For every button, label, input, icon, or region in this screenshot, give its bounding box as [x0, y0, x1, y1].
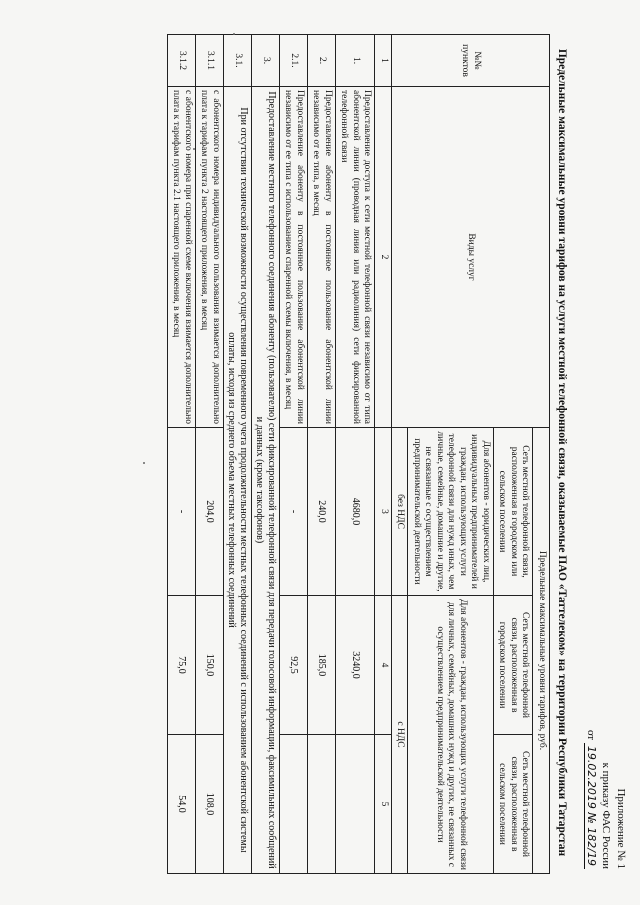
- order-date-number: 19.02.2019 № 182/19: [584, 743, 598, 869]
- row-value-b-rural: [308, 735, 336, 874]
- col-tariff-header: Предельные максимальные уровни тарифов, руб.: [533, 428, 550, 874]
- section-3-1-text: При отсутствии технической возможности осуществления повременного учета продолжительности местных телефонных соединений с использованием абонентской системы оплаты, исходя из среднего объема местных телефонных соединений: [224, 87, 252, 874]
- col-index: 4: [375, 596, 392, 735]
- col-num-header: №№ пунктов: [392, 35, 550, 87]
- document-title: Предельные максимальные уровни тарифов на услуги местной телефонной связи, оказываемые ПАО «Таттелеком» на территории Республики Татарстан: [556, 48, 568, 857]
- vat-incl-label: с НДС: [392, 596, 409, 874]
- row-value-a: 240,0: [308, 428, 336, 596]
- document-header: [584, 730, 628, 869]
- row-number: 3.1.: [224, 35, 252, 87]
- table-row: [196, 35, 224, 874]
- col-index: 5: [375, 735, 392, 874]
- col-index: 1: [375, 35, 392, 87]
- row-value-a: 204,0: [196, 428, 224, 596]
- header-row-1: [533, 35, 550, 874]
- row-value-b-city: 75,0: [168, 596, 196, 735]
- col-net-b-city-header: Сеть местной телефонной связи, расположенная в городском поселении: [494, 596, 534, 735]
- row-service: с абонентского номера при спаренной схеме включения взимается дополнительно плата к тарифам пункта 2.1 настоящего приложения, в месяц: [168, 87, 196, 428]
- col-service-header: Виды услуг: [392, 87, 550, 428]
- row-number: 3.: [252, 35, 280, 87]
- order-date-prefix: от: [585, 729, 597, 741]
- row-number: 2.: [308, 35, 336, 87]
- col-group-a-header: Для абонентов - юридических лиц, индивидуальных предпринимателей и граждан, использующих услуги телефонной связи для нужд иных, чем личные, семейные, домашние и другие, не связанные с осуществлением предпринимательской деятельности: [408, 428, 494, 596]
- row-number: 3.1.1: [196, 35, 224, 87]
- col-group-b-header: Для абонентов - граждан, использующих услуги телефонной связи для личных, семейных, домашних нужд и других, не связанных с осуществлением предпринимательской деятельности: [408, 596, 494, 874]
- row-value-b-rural: 108,0: [196, 735, 224, 874]
- section-3-text: Предоставление местного телефонного соединения абоненту (пользователю) сети фиксированной телефонной связи для передачи голосовой информации, факсимильных сообщений и данных (кроме таксофонов): [252, 87, 280, 874]
- row-value-a: -: [280, 428, 308, 596]
- col-net-a-header: Сеть местной телефонной связи, расположенная в городском или сельском поселении: [494, 428, 534, 596]
- col-net-b-rural-header: Сеть местной телефонной связи, расположенная в сельском поселении: [494, 735, 534, 874]
- row-service: с абонентского номера индивидуального пользования взимается дополнительно плата к тарифам пункта 2 настоящего приложения, в месяц: [196, 87, 224, 428]
- order-date-line: [584, 730, 598, 869]
- row-value-b-city: 150,0: [196, 596, 224, 735]
- row-value-b-city: 3240,0: [336, 596, 376, 735]
- col-index: 2: [375, 87, 392, 428]
- row-value-b-city: 185,0: [308, 596, 336, 735]
- table-row: [280, 35, 308, 874]
- col-index: 3: [375, 428, 392, 596]
- scan-speck: [233, 33, 235, 35]
- row-value-b-city: 92,5: [280, 596, 308, 735]
- table-row: [336, 35, 376, 874]
- table-row: [168, 35, 196, 874]
- row-number: 1.: [336, 35, 376, 87]
- annex-label: Приложение № 1: [615, 788, 627, 869]
- scan-speck: [143, 462, 145, 464]
- row-value-b-rural: [280, 735, 308, 874]
- tariff-table: [167, 34, 550, 874]
- row-value-b-rural: [336, 735, 376, 874]
- row-value-a: 4680,0: [336, 428, 376, 596]
- section-row: [224, 35, 252, 874]
- row-value-b-rural: 54,0: [168, 735, 196, 874]
- scan-speck: [193, 148, 195, 150]
- row-service: Предоставление доступа к сети местной телефонной связи независимо от типа абонентской линии (проводная линия или радиолиния) сети фиксированной телефонной связи: [336, 87, 376, 428]
- section-row: [252, 35, 280, 874]
- vat-excl-label: без НДС: [392, 428, 409, 596]
- row-service: Предоставление абоненту в постоянное пользование абонентской линии независимо от ее типа с использованием спаренной схемы включения, в месяц: [280, 87, 308, 428]
- row-service: Предоставление абоненту в постоянное пользование абонентской линии независимо от ее типа, в месяц: [308, 87, 336, 428]
- row-value-a: -: [168, 428, 196, 596]
- row-number: 3.1.2: [168, 35, 196, 87]
- row-number: 2.1.: [280, 35, 308, 87]
- order-reference: к приказу ФАС России: [600, 762, 612, 869]
- column-index-row: [375, 35, 392, 874]
- table-row: [308, 35, 336, 874]
